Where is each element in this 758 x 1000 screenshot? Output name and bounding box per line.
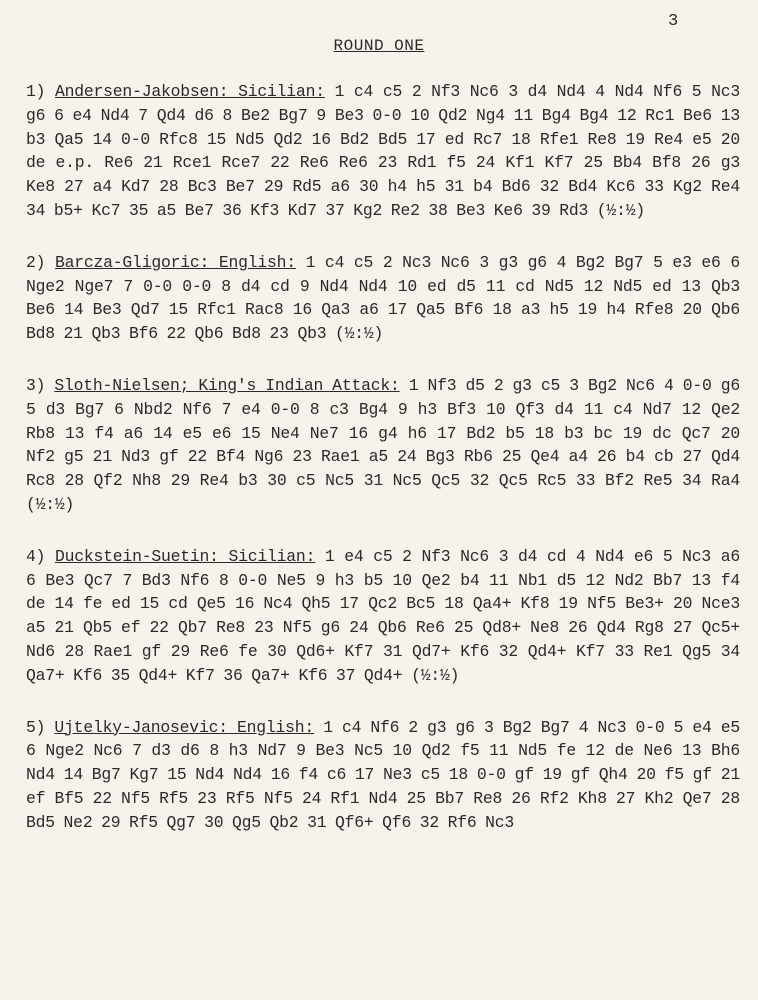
game-entry <box>26 251 740 346</box>
game-text <box>26 716 740 835</box>
game-moves: 1 c4 c5 2 Nf3 Nc6 3 d4 Nd4 4 Nd4 Nf6 5 Nc3 g6 6 e4 Nd4 7 Qd4 d6 8 Be2 Bg7 9 Be3 0-0 10 Qd2 Ng4 11 Bg4 Bg4 12 Rc1 Be6 13 b3 Qa5 14 0-0 Rfc8 15 Nd5 Qd2 16 Bd2 Bd5 17 ed Rc7 18 Rfe1 Re8 19 Re4 e5 20 de e.p. Re6 21 Rce1 Rce7 22 Re6 Re6 23 Rd1 f5 24 Kf1 Kf7 25 Bb4 Bf8 26 g3 Ke8 27 a4 Kd7 28 Bc3 Be7 29 Rd5 a6 30 h4 h5 31 b4 Bd6 32 Bd4 Kc6 33 Kg2 Re4 34 b5+ Kc7 35 a5 Be7 36 Kf3 Kd7 37 Kg2 Re2 38 Be3 Ke6 39 Rd3 (½:½) <box>26 82 741 220</box>
game-moves: 1 e4 c5 2 Nf3 Nc6 3 d4 cd 4 Nd4 e6 5 Nc3 a6 6 Be3 Qc7 7 Bd3 Nf6 8 0-0 Ne5 9 h3 b5 10 Qe2 b4 11 Nb1 d5 12 Nd2 Bb7 13 f4 de 14 fe ed 15 cd Qe5 16 Nc4 Qh5 17 Qc2 Bc5 18 Qa4+ Kf8 19 Nf5 Be3+ 20 Nce3 a5 21 Qb5 ef 22 Qb7 Re8 23 Nf5 g6 24 Qb6 Re6 25 Qd8+ Ne8 26 Qd4 Rg8 27 Qc5+ Nd6 28 Rae1 gf 29 Re6 fe 30 Qd6+ Kf7 31 Qd7+ Kf6 32 Qd4+ Kf7 33 Re1 Qg5 34 Qa7+ Kf6 35 Qd4+ Kf7 36 Qa7+ Kf6 37 Qd4+ (½:½) <box>26 546 741 685</box>
game-number: 1) <box>26 82 46 101</box>
game-entry <box>26 80 740 223</box>
game-entry <box>26 716 740 835</box>
game-entry <box>26 545 740 688</box>
game-heading: Duckstein-Suetin: Sicilian: <box>54 546 316 566</box>
game-text <box>26 545 740 688</box>
game-text <box>26 251 740 346</box>
game-entry <box>26 374 740 517</box>
game-moves: 1 c4 Nf6 2 g3 g6 3 Bg2 Bg7 4 Nc3 0-0 5 e4 e5 6 Nge2 Nc6 7 d3 d6 8 h3 Nd7 9 Be3 Nc5 10 Qd2 f5 11 Nd5 fe 12 de Ne6 13 Bh6 Nd4 14 Bg7 Kg7 15 Nd4 Nd4 16 f4 c6 17 Ne3 c5 18 0-0 gf 19 gf Qh4 20 f5 gf 21 ef Bf5 22 Nf5 Rf5 23 Rf5 Nf5 24 Rf1 Nd4 25 Bb7 Re8 26 Rf2 Kh8 27 Kh2 Qe7 28 Bd5 Ne2 29 Rf5 Qg7 30 Qg5 Qb2 31 Qf6+ Qf6 32 Rf6 Nc3 <box>26 717 741 832</box>
game-heading: Andersen-Jakobsen: Sicilian: <box>54 82 325 101</box>
game-number: 3) <box>26 375 46 395</box>
game-heading: Sloth-Nielsen; King's Indian Attack: <box>54 375 400 395</box>
game-heading: Barcza-Gligoric: English: <box>54 252 296 272</box>
page-number: 3 <box>668 12 679 31</box>
game-heading: Ujtelky-Janosevic: English: <box>54 717 315 737</box>
game-text <box>26 80 740 223</box>
game-number: 5) <box>26 717 46 737</box>
game-text <box>26 374 740 517</box>
game-number: 2) <box>26 252 46 272</box>
game-moves: 1 Nf3 d5 2 g3 c5 3 Bg2 Nc6 4 0-0 g6 5 d3 Bg7 6 Nbd2 Nf6 7 e4 0-0 8 c3 Bg4 9 h3 Bf3 10 Qf3 d4 11 c4 Nd7 12 Qe2 Rb8 13 f4 a6 14 e5 e6 15 Ne4 Ne7 16 g4 h6 17 Bd2 b5 18 b3 bc 19 dc Qc7 20 Nf2 g5 21 Nd3 gf 22 Bf4 Ng6 23 Rae1 a5 24 Bg3 Rb6 25 Qe4 a4 26 b4 cb 27 Qd4 Rc8 28 Qf2 Nh8 29 Re4 b3 30 c5 Nc5 31 Nc5 Qc5 32 Qc5 Rc5 33 Bf2 Re5 34 Ra4 (½:½) <box>26 375 740 514</box>
game-number: 4) <box>26 546 46 566</box>
games-list <box>26 80 740 863</box>
round-title: ROUND ONE <box>333 37 425 55</box>
game-moves: 1 c4 c5 2 Nc3 Nc6 3 g3 g6 4 Bg2 Bg7 5 e3 e6 6 Nge2 Nge7 7 0-0 0-0 8 d4 cd 9 Nd4 Nd4 10 ed d5 11 cd Nd5 12 Nd5 ed 13 Qb3 Be6 14 Be3 Qd7 15 Rfc1 Rac8 16 Qa3 a6 17 Qa5 Bf6 18 a3 h5 19 h4 Rfe8 20 Qb6 Bd8 21 Qb3 Bf6 22 Qb6 Bd8 23 Qb3 (½:½) <box>26 252 740 344</box>
